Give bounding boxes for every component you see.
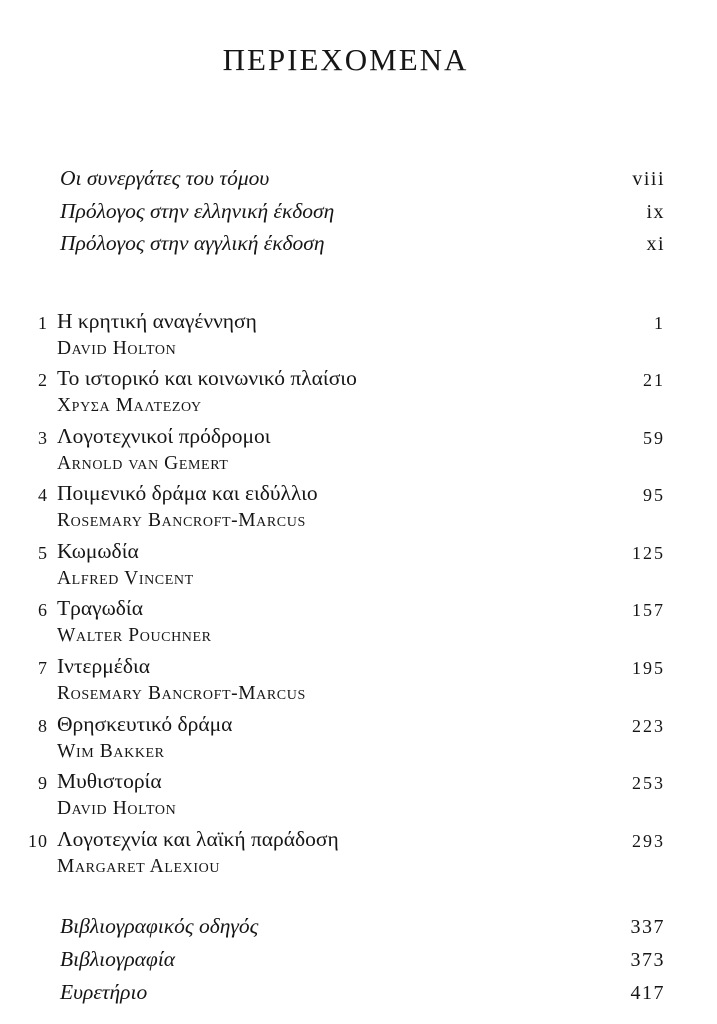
chapter-author: David Holton — [57, 798, 177, 820]
back-matter-page-number: 337 — [630, 915, 665, 938]
chapter-row — [26, 537, 665, 593]
chapter-title: Ιντερμέδια — [57, 654, 151, 679]
chapter-page-number: 1 — [654, 312, 665, 333]
chapter-row — [26, 825, 665, 881]
chapter-entry — [48, 594, 632, 650]
back-matter-label: Βιβλιογραφία — [60, 946, 176, 971]
chapter-author: David Holton — [57, 337, 177, 359]
chapter-page-number: 157 — [632, 600, 665, 621]
chapter-author: Alfred Vincent — [57, 567, 194, 589]
front-matter-label: Οι συνεργάτες του τόμου — [60, 166, 270, 190]
chapter-page-number: 21 — [643, 370, 665, 391]
back-matter-page-number: 373 — [630, 948, 665, 971]
front-matter-label: Πρόλογος στην ελληνική έκδοση — [60, 198, 335, 223]
chapter-entry — [48, 307, 654, 363]
back-matter-row — [60, 910, 665, 943]
chapter-author: Wim Bakker — [57, 740, 165, 762]
front-matter-page-number: xi — [646, 233, 665, 255]
chapter-page-number: 125 — [632, 542, 665, 563]
chapter-number: 8 — [38, 715, 48, 736]
chapter-row — [26, 594, 665, 650]
chapter-row — [26, 767, 665, 823]
chapter-number: 9 — [38, 773, 48, 794]
chapter-entry — [48, 537, 632, 593]
back-matter-label: Βιβλιογραφικός οδηγός — [60, 913, 259, 938]
chapter-title: Λογοτεχνικοί πρόδρομοι — [57, 423, 271, 448]
chapter-title: Ποιμενικό δράμα και ειδύλλιο — [57, 481, 318, 506]
chapter-row — [26, 364, 665, 420]
chapter-row — [26, 652, 665, 708]
chapter-number: 4 — [38, 485, 48, 506]
chapter-row — [26, 422, 665, 478]
chapter-number: 2 — [38, 370, 48, 391]
chapter-entry — [48, 652, 632, 708]
chapter-author: Arnold van Gemert — [57, 452, 229, 474]
front-matter-section — [60, 163, 665, 261]
page-title: ΠΕΡΙΕΧΟΜΕΝΑ — [222, 42, 469, 77]
chapter-entry — [48, 767, 632, 823]
front-matter-page-number: viii — [632, 168, 665, 190]
chapter-author: Rosemary Bancroft-Marcus — [57, 683, 306, 705]
back-matter-row — [60, 976, 665, 1009]
back-matter-row — [60, 943, 665, 976]
chapter-title: Η κρητική αναγέννηση — [57, 308, 257, 333]
back-matter-page-number: 417 — [630, 981, 665, 1004]
chapter-page-number: 195 — [632, 658, 665, 679]
chapter-row — [26, 479, 665, 535]
chapter-title: Κωμωδία — [57, 538, 139, 563]
chapter-number: 1 — [38, 312, 48, 333]
chapter-page-number: 59 — [643, 427, 665, 448]
chapter-title: Το ιστορικό και κοινωνικό πλαίσιο — [57, 366, 357, 391]
chapter-entry — [48, 710, 632, 766]
front-matter-row — [60, 228, 665, 261]
chapter-author: Rosemary Bancroft-Marcus — [57, 510, 306, 532]
back-matter-section — [60, 910, 665, 1009]
chapter-page-number: 293 — [632, 830, 665, 851]
chapter-title: Μυθιστορία — [57, 769, 162, 794]
chapter-number: 3 — [38, 427, 48, 448]
chapter-row — [26, 710, 665, 766]
chapter-page-number: 95 — [643, 485, 665, 506]
chapter-title: Τραγωδία — [57, 596, 143, 621]
chapter-entry — [48, 364, 643, 420]
chapter-page-number: 223 — [632, 715, 665, 736]
chapter-row — [26, 307, 665, 363]
back-matter-label: Ευρετήριο — [60, 979, 148, 1004]
chapter-author: Margaret Alexiou — [57, 855, 221, 877]
chapter-author: Walter Pouchner — [57, 625, 212, 647]
chapter-title: Λογοτεχνία και λαϊκή παράδοση — [57, 826, 339, 851]
chapter-entry — [48, 825, 632, 881]
front-matter-row — [60, 196, 665, 229]
chapter-number: 6 — [38, 600, 48, 621]
chapter-list — [26, 307, 665, 881]
chapter-number: 5 — [38, 542, 48, 563]
front-matter-row — [60, 163, 665, 196]
front-matter-label: Πρόλογος στην αγγλική έκδοση — [60, 231, 325, 255]
chapter-author: Χρυσα Μαλτεζου — [57, 395, 202, 417]
chapter-entry — [48, 479, 643, 535]
chapter-entry — [48, 422, 643, 478]
chapter-number: 7 — [38, 658, 48, 679]
chapter-page-number: 253 — [632, 773, 665, 794]
chapter-title: Θρησκευτικό δράμα — [57, 711, 233, 736]
chapter-number: 10 — [28, 830, 48, 851]
front-matter-page-number: ix — [646, 200, 665, 223]
